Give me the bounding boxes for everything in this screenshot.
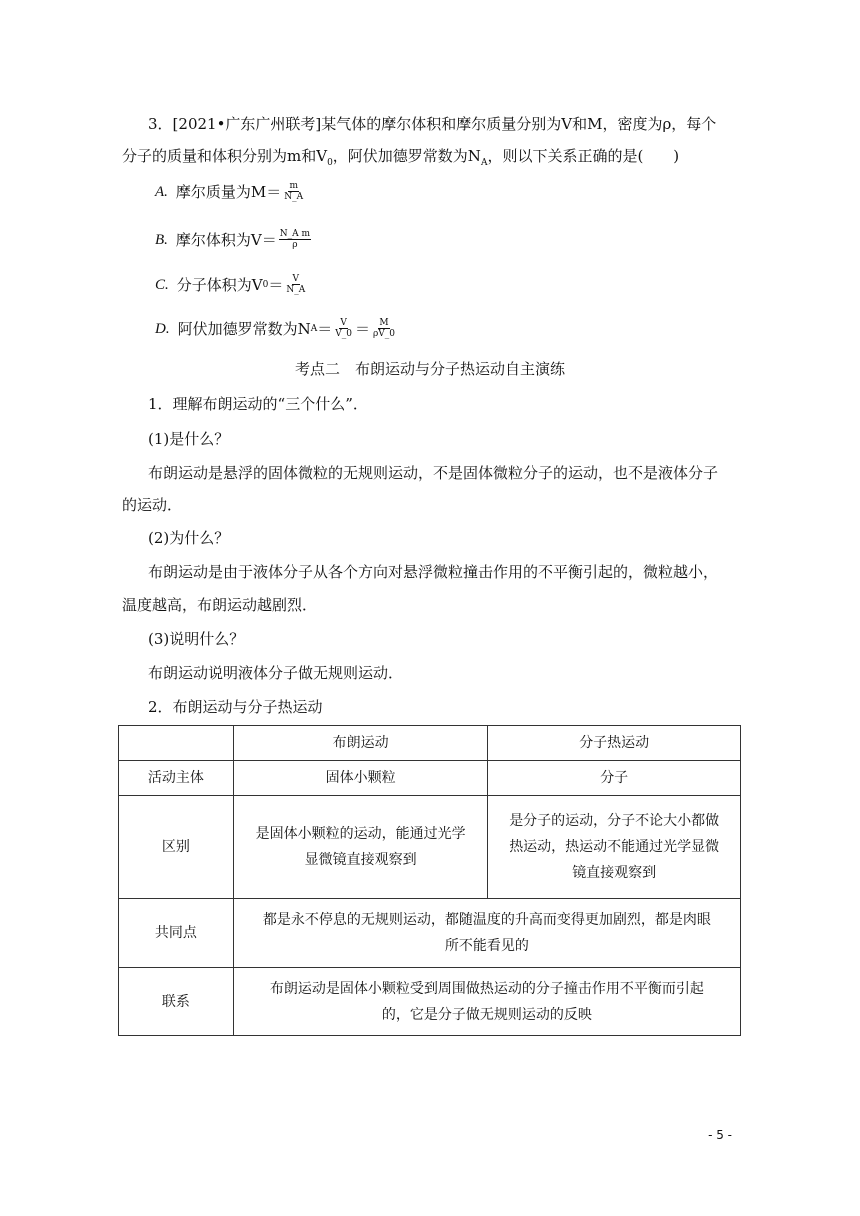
option-a-fraction xyxy=(283,181,304,202)
table-row xyxy=(119,796,741,899)
question-meaning: (3)说明什么？ xyxy=(148,630,245,648)
question-line-2 xyxy=(122,146,679,173)
option-b[interactable] xyxy=(155,229,313,250)
option-c-fraction xyxy=(285,274,306,295)
option-b-fraction xyxy=(279,229,311,250)
table-header-cell: 分子热运动 xyxy=(488,726,741,761)
question-why: (2)为什么？ xyxy=(148,529,230,547)
question-line-1: 3．[2021•广东广州联考]某气体的摩尔体积和摩尔质量分别为V和M，密度为ρ，每个 xyxy=(148,115,717,133)
answer-meaning: 布朗运动说明液体分子做无规则运动． xyxy=(148,664,404,682)
option-a-text: 摩尔质量为M＝ xyxy=(175,182,282,201)
answer-why-line-2: 温度越高，布朗运动越剧烈． xyxy=(122,596,318,614)
paragraph-2: 2．布朗运动与分子热运动 xyxy=(148,698,323,716)
na-subscript: A xyxy=(480,158,488,168)
answer-what-line-2: 的运动． xyxy=(122,496,183,514)
table-cell: 分子 xyxy=(488,761,741,796)
fraction-numerator: V xyxy=(292,274,300,284)
fraction-denominator: N_A xyxy=(284,192,304,202)
option-b-letter: B. xyxy=(155,231,168,248)
table-cell: 是固体小颗粒的运动，能通过光学显微镜直接观察到 xyxy=(233,796,488,899)
option-d-fraction-2 xyxy=(372,318,396,339)
question-line-2-a: 分子的质量和体积分别为m和V xyxy=(122,147,328,165)
question-what: (1)是什么？ xyxy=(148,430,230,448)
question-line-2-c: ，则以下关系正确的是( ) xyxy=(487,147,680,165)
option-d-equals: ＝ xyxy=(317,319,333,338)
page-number: - 5 - xyxy=(708,1128,732,1142)
paragraph-1: 1．理解布朗运动的“三个什么”． xyxy=(148,395,368,413)
table-row xyxy=(119,761,741,796)
answer-why-line-1: 布朗运动是由于液体分子从各个方向对悬浮微粒撞击作用的不平衡引起的，微粒越小， xyxy=(148,563,719,581)
table-cell: 是分子的运动，分子不论大小都做热运动，热运动不能通过光学显微镜直接观察到 xyxy=(488,796,741,899)
option-c-subscript: 0 xyxy=(262,279,269,290)
table-cell-merged: 都是永不停息的无规则运动，都随温度的升高而变得更加剧烈，都是肉眼所不能看见的 xyxy=(233,899,740,968)
v0-subscript: 0 xyxy=(327,158,333,168)
table-row xyxy=(119,968,741,1036)
option-d-letter: D. xyxy=(155,320,170,337)
fraction-denominator: ρV_0 xyxy=(373,329,396,339)
table-header-row xyxy=(119,726,741,761)
row-label: 区别 xyxy=(119,796,234,899)
option-c-letter: C. xyxy=(155,276,169,293)
option-d-text: 阿伏加德罗常数为N xyxy=(177,319,311,338)
comparison-table xyxy=(118,725,741,1036)
row-label: 联系 xyxy=(119,968,234,1036)
table-header-cell: 布朗运动 xyxy=(233,726,488,761)
table-row xyxy=(119,899,741,968)
option-b-text: 摩尔体积为V＝ xyxy=(175,230,277,249)
table-cell-merged: 布朗运动是固体小颗粒受到周围做热运动的分子撞击作用不平衡而引起的，它是分子做无规则运动的反映 xyxy=(233,968,740,1036)
option-d-subscript: A xyxy=(310,323,318,334)
fraction-numerator: V xyxy=(340,318,347,328)
fraction-numerator: m xyxy=(289,181,298,191)
option-a[interactable] xyxy=(155,181,306,202)
fraction-denominator: V_0 xyxy=(335,329,352,339)
option-c[interactable] xyxy=(155,274,308,295)
option-a-letter: A. xyxy=(155,183,168,200)
option-d-equals-2: ＝ xyxy=(354,319,370,338)
fraction-numerator: N_A m xyxy=(279,229,311,239)
answer-what-line-1: 布朗运动是悬浮的固体微粒的无规则运动，不是固体微粒分子的运动，也不是液体分子 xyxy=(148,464,719,482)
row-label: 共同点 xyxy=(119,899,234,968)
option-d-fraction-1 xyxy=(334,318,353,339)
question-line-2-b: ，阿伏加德罗常数为N xyxy=(332,147,481,165)
option-c-equals: ＝ xyxy=(268,275,284,294)
table-header-cell xyxy=(119,726,234,761)
option-c-text: 分子体积为V xyxy=(176,275,263,294)
table-cell: 固体小颗粒 xyxy=(233,761,488,796)
fraction-denominator: N_A xyxy=(286,285,306,295)
row-label: 活动主体 xyxy=(119,761,234,796)
fraction-denominator: ρ xyxy=(292,240,298,250)
fraction-numerator: M xyxy=(379,318,389,328)
section-heading: 考点二 布朗运动与分子热运动自主演练 xyxy=(294,360,565,378)
option-d[interactable] xyxy=(155,318,398,339)
